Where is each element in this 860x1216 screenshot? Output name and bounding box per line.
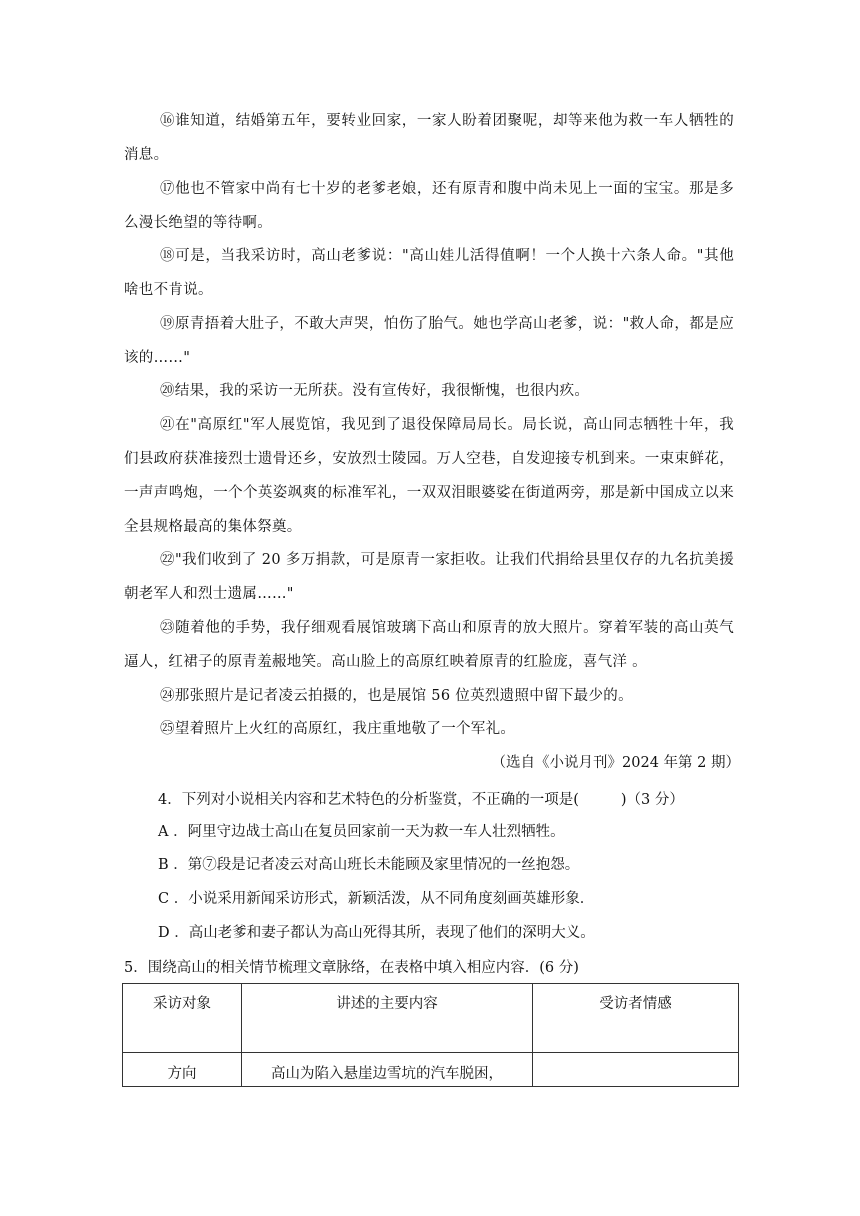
paragraph-18: ⑱可是，当我采访时，高山老爹说："高山娃儿活得值啊！一个人换十六条人命。"其他啥也不肯说。	[124, 248, 734, 298]
answer-table	[122, 983, 739, 1087]
question-4-stem: 4．下列对小说相关内容和艺术特色的分析鉴赏，不正确的一项是(	[158, 792, 579, 808]
source-citation: （选自《小说月刊》2024 年第 2 期）	[491, 755, 740, 771]
question-5: 5．围绕高山的相关情节梳理文章脉络，在表格中填入相应内容．(6 分)	[124, 960, 579, 976]
paragraph-16: ⑯谁知道，结婚第五年，要转业回家，一家人盼着团聚呢，却等来他为救一车人牺牲的消息。	[124, 113, 734, 163]
table-cell-blank[interactable]	[533, 1053, 739, 1087]
paragraph-17: ⑰他也不管家中尚有七十岁的老爹老娘，还有原青和腹中尚未见上一面的宝宝。那是多么漫长绝望的等待啊。	[124, 181, 734, 231]
table-header-cell: 讲述的主要内容	[242, 984, 533, 1053]
question-4	[158, 790, 684, 810]
table-header-row	[123, 984, 739, 1053]
option-d: D ．高山老爹和妻子都认为高山死得其所，表现了他们的深明大义。	[158, 925, 595, 941]
table-header-cell: 受访者情感	[533, 984, 739, 1053]
paragraph-21: ㉑在"高原红"军人展览馆，我见到了退役保障局局长。局长说，高山同志牺牲十年，我们县政府获准接烈士遗骨还乡，安放烈士陵园。万人空巷，自发迎接专机到来。一束束鲜花，一声声鸣炮，一个个英姿飒爽的标准军礼，一双双泪眼婆娑在街道两旁，那是新中国成立以来全县规格最高的集体祭奠。	[124, 417, 734, 535]
paragraph-19: ⑲原青捂着大肚子，不敢大声哭，怕伤了胎气。她也学高山老爹，说："救人命，都是应该的……"	[124, 316, 734, 366]
option-b: B ．第⑦段是记者凌云对高山班长未能顾及家里情况的一丝抱怨。	[158, 857, 580, 873]
question-4-points: )（3 分）	[620, 792, 684, 808]
paragraph-24: ㉔那张照片是记者凌云拍摄的，也是展馆 56 位英烈遗照中留下最少的。	[160, 688, 633, 704]
paragraph-25: ㉕望着照片上火红的高原红，我庄重地敬了一个军礼。	[160, 721, 516, 737]
table-cell: 方向	[123, 1053, 242, 1087]
paragraph-20: ⑳结果，我的采访一无所获。没有宣传好，我很惭愧，也很内疚。	[160, 383, 590, 399]
table-cell: 高山为陷入悬崖边雪坑的汽车脱困，	[242, 1053, 533, 1087]
table-row	[123, 1053, 739, 1087]
option-c: C ．小说采用新闻采访形式，新颖活泼，从不同角度刻画英雄形象．	[158, 891, 595, 907]
paragraph-22: ㉒"我们收到了 20 多万捐款，可是原青一家拒收。让我们代捐给县里仅存的九名抗美援朝老军人和烈士遗属……"	[124, 552, 734, 602]
paragraph-23: ㉓随着他的手势，我仔细观看展馆玻璃下高山和原青的放大照片。穿着军装的高山英气逼人，红裙子的原青羞赧地笑。高山脸上的高原红映着原青的红脸庞，喜气洋 。	[124, 620, 734, 670]
option-a: A ．阿里守边战士高山在复员回家前一天为救一车人壮烈牺牲。	[158, 824, 565, 840]
table-header-cell: 采访对象	[123, 984, 242, 1053]
